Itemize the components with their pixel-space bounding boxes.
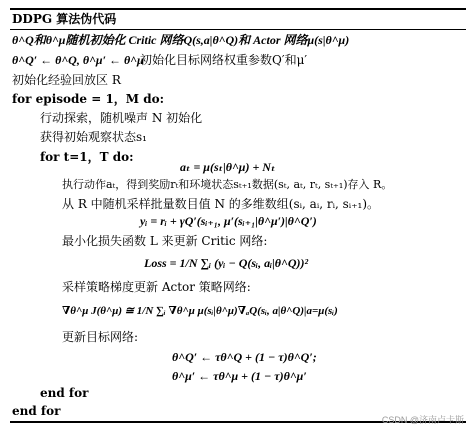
line-init-replay: 初始化经验回放区 R — [12, 73, 121, 87]
equation-soft-update-q: θ^Q′ ← τθ^Q + (1 − τ)θ^Q′; — [172, 350, 317, 364]
line-execute-action: 执行动作aₜ，得到奖励rₜ和环境状态sₜ₊₁数据(sₜ, aₜ, rₜ, sₜ₊₁)存入 R。 — [62, 178, 393, 191]
top-rule — [10, 8, 466, 10]
line-init-networks: θ^Q和θ^μ随机初始化 Critic 网络Q(s,a|θ^Q)和 Actor 网络μ(s|θ^μ) — [12, 33, 350, 47]
line-end-for-outer: end for — [12, 404, 61, 418]
algorithm-title: DDPG 算法伪代码 — [12, 12, 117, 26]
equation-policy-gradient: ∇θ^μ J(θ^μ) ≅ 1/N ∑ᵢ ∇θ^μ μ(sᵢ|θ^μ)∇ₐQ(sᵢ, a|θ^Q)|a=μ(sᵢ) — [62, 305, 338, 317]
line-sample-batch: 从 R 中随机采样批量数目值 N 的多维数组(sᵢ, aᵢ, rᵢ, sᵢ₊₁)。 — [62, 197, 380, 211]
line-initial-state: 获得初始观察状态s₁ — [40, 130, 147, 144]
line-end-for-inner: end for — [40, 386, 89, 400]
equation-loss: Loss = 1/N ∑ᵢ (yᵢ − Q(sᵢ, aᵢ|θ^Q))² — [144, 256, 309, 270]
equation-soft-update-mu: θ^μ′ ← τθ^μ + (1 − τ)θ^μ′ — [172, 369, 307, 383]
line-for-episode: for episode = 1，M do: — [12, 92, 165, 106]
line-for-t: for t=1，T do: — [40, 150, 134, 164]
line-explore-noise: 行动探索，随机噪声 N 初始化 — [40, 111, 203, 125]
equation-target-y: yᵢ = rᵢ + γQ′(sᵢ₊₁, μ′(sᵢ₊₁|θ^μ′)|θ^Q′) — [140, 214, 317, 228]
line-update-target: 更新目标网络: — [62, 330, 139, 344]
title-rule — [10, 29, 466, 30]
line-minimize-loss: 最小化损失函数 L 来更新 Critic 网络: — [62, 234, 268, 248]
equation-action: aₜ = μ(sₜ|θ^μ) + Nₜ — [180, 160, 276, 174]
watermark: CSDN @济南卢卡斯 — [381, 415, 464, 425]
line-policy-gradient: 采样策略梯度更新 Actor 策略网络: — [62, 280, 251, 294]
line-init-target-text: 初始化目标网络权重参数Q′和μ′ — [140, 53, 308, 67]
line-init-target-assign: θ^Q′ ← θ^Q, θ^μ′ ← θ^μ — [12, 53, 144, 67]
